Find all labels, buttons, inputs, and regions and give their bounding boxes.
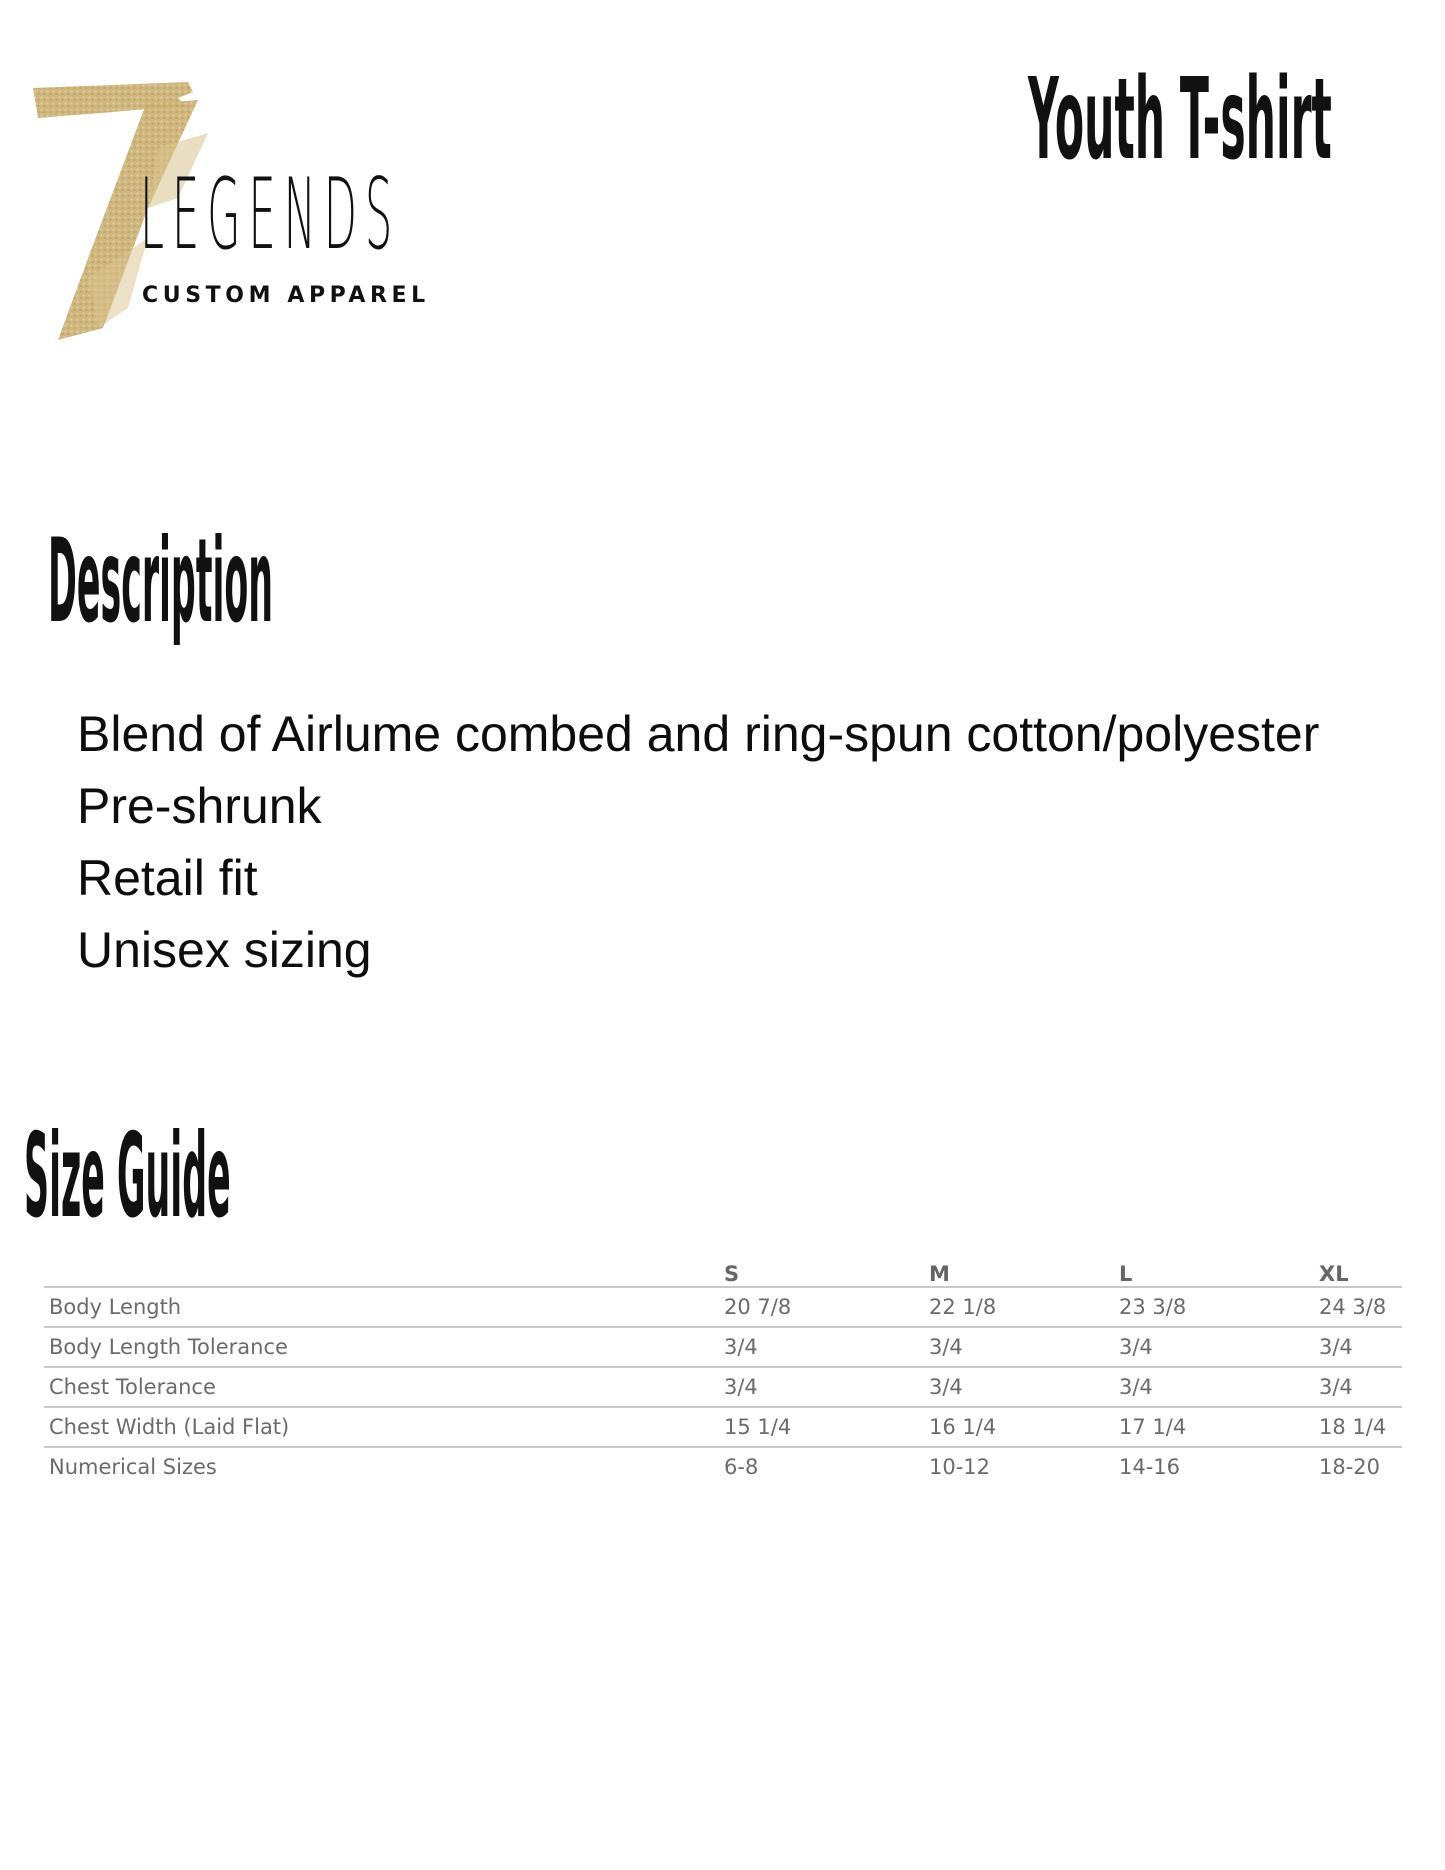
cell-value: 6-8 xyxy=(724,1455,759,1479)
description-heading: Description xyxy=(48,514,274,649)
cell-value: 3/4 xyxy=(719,1367,924,1407)
table-row xyxy=(44,1287,1402,1327)
description-item: Retail fit xyxy=(77,850,258,906)
table-row xyxy=(44,1367,1402,1407)
cell-value: 17 1/4 xyxy=(1114,1407,1314,1447)
cell-value: 23 3/8 xyxy=(1114,1287,1314,1327)
cell-value: 16 1/4 xyxy=(924,1407,1114,1447)
header-size-m: M xyxy=(924,1248,1114,1287)
row-label: Chest Tolerance xyxy=(44,1367,719,1407)
description-item: Pre-shrunk xyxy=(77,778,322,834)
header-size-xl: XL xyxy=(1314,1248,1402,1287)
table-row xyxy=(44,1447,1402,1486)
description-item: Blend of Airlume combed and ring-spun cotton/polyester xyxy=(77,706,1320,762)
cell-value: 24 3/8 xyxy=(1314,1287,1402,1327)
cell-value: 10-12 xyxy=(929,1455,991,1479)
table-row xyxy=(44,1407,1402,1447)
row-label: Body Length Tolerance xyxy=(44,1327,719,1367)
cell-value: 3/4 xyxy=(1114,1327,1314,1367)
cell-value: 15 1/4 xyxy=(719,1407,924,1447)
cell-value: 3/4 xyxy=(924,1367,1114,1407)
cell-value: 3/4 xyxy=(924,1327,1114,1367)
size-guide-heading: Size Guide xyxy=(24,1109,231,1244)
table-header-row xyxy=(44,1248,1402,1287)
row-label: Numerical Sizes xyxy=(49,1455,217,1479)
cell-value: 18 1/4 xyxy=(1314,1407,1402,1447)
header-empty xyxy=(44,1248,719,1287)
cell-value: 18-20 xyxy=(1319,1455,1381,1479)
brand-logo xyxy=(28,78,430,348)
description-item: Unisex sizing xyxy=(77,922,372,978)
cell-value: 3/4 xyxy=(1114,1367,1314,1407)
cell-value: 3/4 xyxy=(719,1327,924,1367)
table-row xyxy=(44,1327,1402,1367)
row-label: Body Length xyxy=(44,1287,719,1327)
logo-wordmark: LEGENDS xyxy=(140,158,401,272)
row-label: Chest Width (Laid Flat) xyxy=(44,1407,719,1447)
cell-value: 3/4 xyxy=(1314,1327,1402,1367)
description-list xyxy=(77,698,1319,986)
cell-value: 20 7/8 xyxy=(719,1287,924,1327)
header-size-s: S xyxy=(719,1248,924,1287)
logo-subtitle: CUSTOM APPAREL xyxy=(142,283,430,308)
cell-value: 22 1/8 xyxy=(924,1287,1114,1327)
header-size-l: L xyxy=(1114,1248,1314,1287)
cell-value: 14-16 xyxy=(1119,1455,1181,1479)
size-guide-table xyxy=(44,1248,1402,1486)
cell-value: 3/4 xyxy=(1314,1367,1402,1407)
page-title: Youth T-shirt xyxy=(1028,55,1332,185)
